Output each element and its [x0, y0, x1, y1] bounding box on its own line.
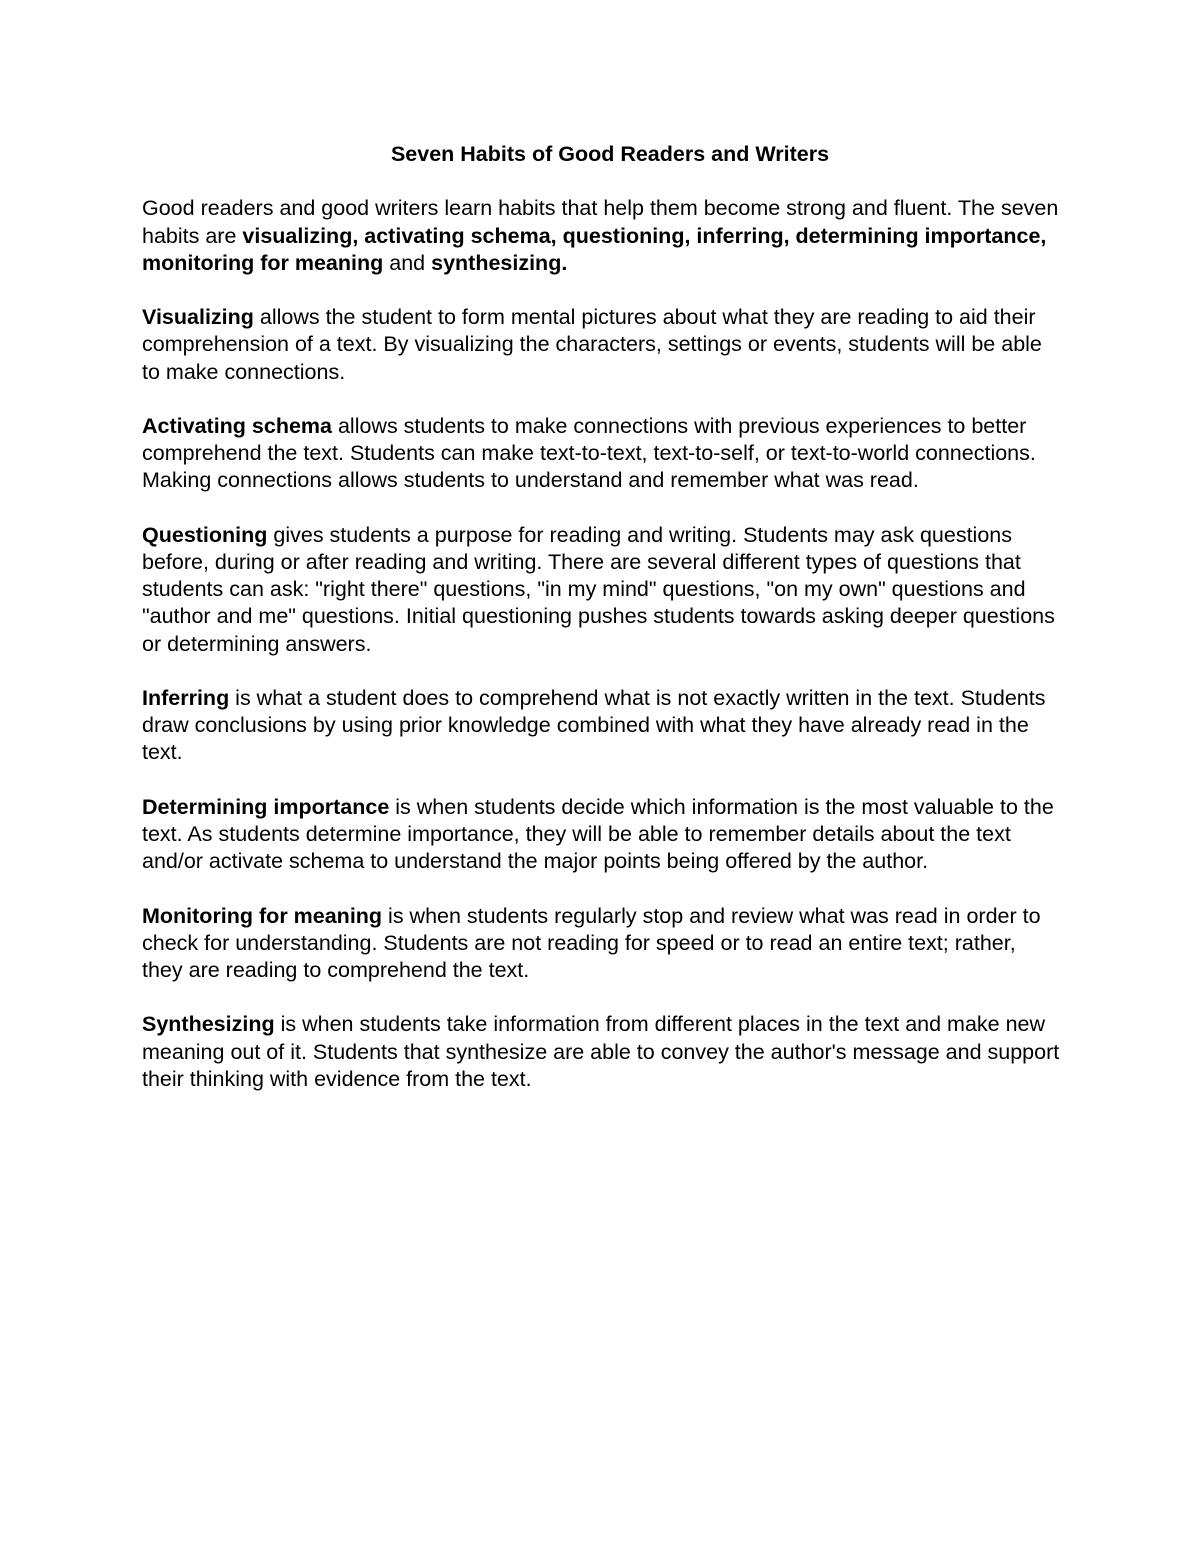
document-body: [142, 141, 1062, 1120]
section-text: allows students to make connections with previous experiences to better comprehend the text. Students can make text-to-text, text-to-self, or text-to-world connections. Making connections allows students to understand and remember what was read.: [142, 413, 1036, 493]
section-term: Monitoring for meaning: [142, 903, 383, 928]
section-text: is when students decide which information is the most valuable to the text. As students determine importance, they will be able to remember details about the text and/or activate schema to understand the major points being offered by the author.: [142, 794, 1054, 874]
section-inferring: [142, 685, 1062, 767]
intro-and: and: [383, 250, 432, 275]
section-monitoring-for-meaning: [142, 903, 1062, 985]
section-term: Determining importance: [142, 794, 390, 819]
section-text: gives students a purpose for reading and writing. Students may ask questions before, during or after reading and writing. There are several different types of questions that students can ask: "right there" questions, "in my mind" questions, "on my own" questions and "author and me" questions. Initial questioning pushes students towards asking deeper questions or determining answers.: [142, 522, 1055, 656]
section-text: is when students take information from different places in the text and make new meaning out of it. Students that synthesize are able to convey the author's message and support their thinking with evidence from the text.: [142, 1012, 1060, 1091]
intro-paragraph: [142, 195, 1062, 277]
section-term: Questioning: [142, 522, 268, 547]
section-term: Inferring: [142, 685, 230, 710]
section-term: Visualizing: [142, 305, 254, 330]
section-visualizing: [142, 304, 1062, 386]
document-title: Seven Habits of Good Readers and Writers: [390, 142, 830, 166]
section-text: is what a student does to comprehend what is not exactly written in the text. Students draw conclusions by using prior knowledge combined with what they have already read in the text.: [142, 685, 1046, 765]
intro-habits-list: visualizing, activating schema, questioning, inferring, determining importance, monitoring for meaning: [142, 223, 1047, 275]
section-questioning: [142, 522, 1062, 658]
section-text: allows the student to form mental pictures about what they are reading to aid their comprehension of a text. By visualizing the characters, settings or events, students will be able to make connections.: [142, 305, 1042, 384]
section-determining-importance: [142, 794, 1062, 876]
section-text: is when students regularly stop and review what was read in order to check for understanding. Students are not reading for speed or to read an entire text; rather, they are reading to comprehend the text.: [142, 903, 1041, 982]
section-term: Activating schema: [142, 413, 332, 438]
section-synthesizing: [142, 1011, 1062, 1093]
section-activating-schema: [142, 413, 1062, 495]
intro-last-habit: synthesizing.: [431, 250, 568, 275]
section-term: Synthesizing: [142, 1012, 275, 1037]
intro-line: Good readers and good writers learn habits that help them become strong and fluent.: [142, 196, 953, 221]
intro-lead: The seven habits are: [142, 196, 1059, 248]
